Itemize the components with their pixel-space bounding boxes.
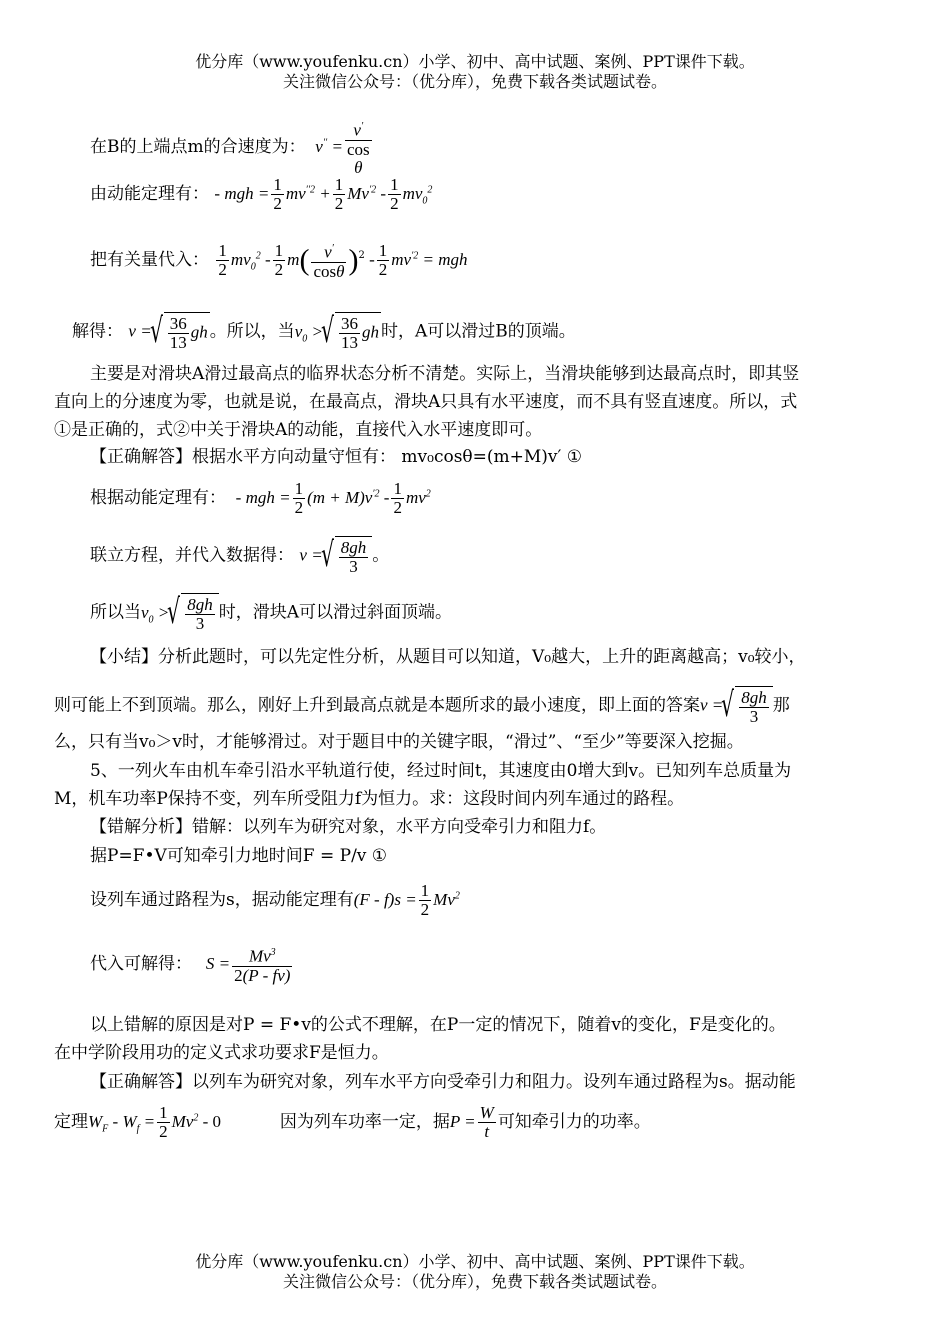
summary-line: 则可能上不到顶端。那么，刚好上升到最高点就是本题所求的最小速度，即上面的答案v = √ $\frac{8gh}{3}$ 那 [54, 686, 904, 726]
text-s2b: 那 [772, 695, 790, 716]
question-line: M，机车功率P保持不变，列车所受阻力f为恒力。求：这段时间内列车通过的路程。 [54, 789, 685, 809]
text-l4a: 解得： [72, 321, 123, 342]
text-c4b: 时，滑块A可以滑过斜面顶端。 [218, 602, 453, 623]
footer-line-1: 优分库（www.youfenku.cn）小学、初中、高中试题、案例、PPT课件下载。 [195, 1252, 755, 1271]
paragraph-line: 直向上的分速度为零，也就是说，在最高点，滑块A只具有水平速度，而不具有竖直速度。所以，式 [54, 392, 798, 412]
correct-answer-line: 【正确解答】根据水平方向动量守恒有： mv₀cosθ=(m+M)v′ ① [90, 447, 583, 467]
formula-line-work-theorem: 定理$W_F - W_f$ = $\frac{1}{2}$ Mv$^2$ - 0 因为列车功率一定，据P = $\frac{W}{t}$ 可知牵引力的功率。 [54, 1103, 651, 1141]
formula-line-combined-velocity: 在B的上端点m的合速度为： v′′ = v′ cos θ [90, 118, 904, 177]
text-e3: 设列车通过路程为s，据动能定理有 [90, 890, 354, 910]
reason-line: 在中学阶段用功的定义式求功要求F是恒力。 [54, 1043, 389, 1063]
text-k2c: 可知牵引力的功率。 [497, 1112, 651, 1132]
reason-line: 以上错解的原因是对P = F•v的公式不理解，在P一定的情况下，随着v的变化，F是变化的。 [90, 1015, 786, 1035]
footer-line-2: 关注微信公众号：（优分库），免费下载各类试题试卷。 [282, 1272, 667, 1291]
header-line-2: 关注微信公众号：（优分库），免费下载各类试题试卷。 [282, 72, 667, 91]
text-l1: 在B的上端点m的合速度为： [90, 136, 306, 157]
text-c4a: 所以当 [90, 602, 141, 623]
text-c2: 根据动能定理有： [90, 488, 226, 508]
correct-solution-line: 【正确解答】以列车为研究对象，列车水平方向受牵引力和阻力。设列车通过路程为s。据动能 [90, 1072, 796, 1092]
formula-line-wrong-result: 代入可解得： S = $\frac{Mv^3}{2(P - fv)}$ [90, 944, 904, 985]
summary-line: 【小结】分析此题时，可以先定性分析，从题目可以知道，V₀越大，上升的距离越高；v₀较小， [90, 647, 806, 667]
header-line-1: 优分库（www.youfenku.cn）小学、初中、高中试题、案例、PPT课件下载。 [195, 52, 755, 71]
formula-line-result: 联立方程，并代入数据得： v = √ $\frac{8gh}{3}$ 。 [90, 536, 904, 576]
text-k2a: 定理 [54, 1112, 88, 1132]
error-analysis-line: 据P=F•V可知牵引力地时间F = P/v ① [90, 846, 388, 866]
text-k2b: 因为列车功率一定，据 [279, 1112, 450, 1132]
paragraph-line: ①是正确的，式②中关于滑块A的动能，直接代入水平速度即可。 [54, 420, 543, 440]
formula-line-wrong-energy: 设列车通过路程为s，据动能定理有(F - f)s = $\frac{1}{2}$ Mv$^2$ [90, 881, 460, 919]
text-c3a: 联立方程，并代入数据得： [90, 545, 294, 566]
text-l4c: 时，A可以滑过B的顶端。 [380, 321, 576, 342]
text-l4b: 。所以，当 [209, 321, 295, 342]
summary-line: 么，只有当v₀＞v时，才能够滑过。对于题目中的关键字眼，“滑过”、“至少”等要深入挖掘。 [54, 732, 744, 752]
formula-line-condition: 所以当$v_0$ > √ $\frac{8gh}{3}$ 时，滑块A可以滑过斜面顶端。 [90, 593, 904, 633]
text-l3: 把有关量代入： [90, 249, 209, 270]
formula-line-solution: 解得： v = √ $\frac{36}{13}$ gh 。所以，当$v_0$ > √ $\frac{36}{13}$ gh 时，A可以滑过B的顶端。 [72, 312, 922, 352]
formula-line-energy: 由动能定理有： - mgh = $\frac{1}{2}$ $mv^{''2}$ + $\frac{1}{2}$ $Mv^{'2}$ - $\frac{1}{2}$ $mv_0^2$ [90, 175, 433, 213]
paragraph-line: 主要是对滑块A滑过最高点的临界状态分析不清楚。实际上，当滑块能够到达最高点时，即其竖 [90, 364, 800, 384]
text-e4: 代入可解得： [90, 953, 192, 974]
text-c3b: 。 [372, 545, 390, 566]
formula-line-substitute: 把有关量代入： $\frac{1}{2}$ $mv_0^2$ - $\frac{1}{2}$ m( $\frac{v'}{\cos\theta}$ )$^2$ - $\frac{1}{2}$ $mv^{'2}$ = mgh [90, 240, 468, 281]
question-line: 5、一列火车由机车牵引沿水平轨道行使，经过时间t，其速度由0增大到v。已知列车总质量为 [90, 761, 792, 781]
error-analysis-line: 【错解分析】错解：以列车为研究对象，水平方向受牵引力和阻力f。 [90, 817, 607, 837]
text-l2: 由动能定理有： [90, 184, 209, 204]
formula-line-energy-theorem: 根据动能定理有： - mgh = $\frac{1}{2}$ $(m + M)v^{'2}$ - $\frac{1}{2}$ $mv^2$ [90, 479, 431, 517]
text-s2a: 则可能上不到顶端。那么，刚好上升到最高点就是本题所求的最小速度，即上面的答案 [54, 695, 700, 716]
